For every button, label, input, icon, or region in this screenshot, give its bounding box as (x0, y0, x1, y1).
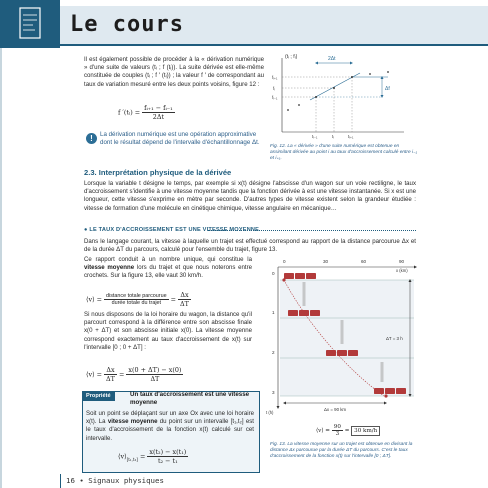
para2-b: lors du trajet et que nous noterons entre crochets. Sur la figure 13, elle vaut 30 km/h. (84, 264, 252, 280)
fig13-caption: Fig. 13. La vitesse moyenne sur un trajet est obtenue en divisant la distance Δx parcourue par la durée ΔT du parcours. C'est le taux d'accroissement de la fonction x(t) sur l'intervalle [0 ; ΔT]. (270, 442, 413, 459)
fig13-wagon-t0 (284, 273, 316, 279)
fig12-xtick: tᵢ (332, 134, 334, 139)
formula-mean-speed-interval (86, 366, 183, 383)
page-title: Le cours (70, 12, 184, 37)
para2-a: Ce rapport conduit à un nombre unique, qui constitue la (84, 256, 252, 263)
formula2-eq: = (170, 295, 176, 304)
fig12-point (369, 73, 371, 75)
fig12-y-label: (tᵢ ; fᵢ) (285, 54, 298, 60)
formula1-numerator: fᵢ₊₁ − fᵢ₋₁ (144, 104, 173, 112)
property-formula-eq: = (139, 452, 146, 461)
fig13-result-num: 90 (333, 424, 341, 430)
formula2-numerator: distance totale parcourue (106, 293, 167, 299)
para2-bold: vitesse moyenne (84, 264, 135, 272)
property-text-a: Soit un point se déplaçant sur un axe Ox avec une loi horaire x(t). La (86, 410, 254, 426)
property-formula-denominator: t₂ − t₁ (157, 457, 178, 465)
fig12-point (333, 87, 335, 89)
intro-paragraph: Il est également possible de procéder à la « dérivation numérique » d'une suite de valeurs (tᵢ ; f (tᵢ)). La suite dérivée est elle-même constituée de couples (tᵢ ; f ′ (tᵢ)) ; la valeur f ′ de correspondant au taux de variation mesuré entre les deux points voisins, figure 12 : (84, 56, 264, 88)
subsection-rule (208, 230, 416, 231)
fig13-result-den: 3 (335, 431, 340, 437)
formula1-fraction (142, 104, 175, 121)
header-title-bar (60, 6, 488, 46)
fig12-2dt-label: 2Δt (328, 56, 336, 62)
fig12-xtick: tᵢ₋₁ (312, 134, 318, 139)
formula2-lhs: ⟨v⟩ = (86, 295, 102, 304)
note-text: La dérivation numérique est une opération approximative dont le résultat dépend de l'intervalle d'échantillonnage Δt. (100, 131, 260, 147)
property-text (86, 410, 254, 443)
formula3-fraction (104, 366, 117, 383)
section-paragraph: Lorsque la variable t désigne le temps, par exemple si x(t) désigne l'abscisse d'un wagon sur un voie rectiligne, le taux d'accroissement s'identifie à une vitesse moyenne tandis que la fonction dérivée à est une vitesse instantanée. Si x est une longueur, cette vitesse s'exprime en mètre par seconde. D'autres types de vitesse existent selon la grandeur étudiée : vitesse de formation d'une molécule en cinétique chimique, vitesse angulaire en mécanique… (84, 180, 416, 212)
subsection-paragraph-1: Dans le langage courant, la vitesse à laquelle un trajet est effectué correspond au rapport de la distance parcourue Δx et de la durée ΔT du parcours, calculé pour l'ensemble du trajet, figure 13. (84, 238, 416, 254)
formula2-numerator-2: Δx (178, 291, 191, 300)
formula3-eq: = (118, 370, 125, 379)
fig13-result-value: 30 km/h (351, 426, 380, 436)
fig13-x-unit: x (km) (396, 268, 408, 273)
info-icon: ! (86, 133, 97, 144)
header-logo (0, 0, 60, 48)
fig13-wagon-t1 (288, 310, 320, 316)
fig13-result-lhs: ⟨v⟩ = (316, 428, 330, 434)
fig13-delta-x-label: Δx = 90 km (324, 407, 347, 412)
fig13-t-unit: t (h) (266, 410, 274, 415)
footer-page-label: 16 • Signaux physiques (66, 476, 164, 485)
formula2-fraction (104, 293, 169, 306)
fig13-xtick: 30 (323, 259, 329, 264)
fig13-xtick: 60 (361, 259, 367, 264)
formula-numeric-derivative (118, 104, 175, 121)
fig13-wagon-t2 (326, 350, 358, 356)
fig12-point (351, 76, 353, 78)
fig13-result-fraction (332, 424, 343, 437)
chapter-icon (18, 6, 42, 40)
fig12-point (387, 71, 389, 73)
formula3-fraction-2 (126, 366, 183, 383)
formula-mean-speed (86, 291, 191, 308)
formula2-denominator-2: ΔT (180, 300, 189, 308)
fig13-result: ⟨v⟩ = $\frac{90}{3}$ = 30 km/h (316, 424, 380, 437)
property-formula-fraction (147, 448, 188, 465)
formula3-denominator: ΔT (106, 375, 115, 383)
property-title: Un taux d'accroissement est une vitesse moyenne (130, 391, 250, 406)
subsection-paragraph-3: Si nous disposons de la loi horaire du wagon, la distance qu'il parcourt correspond à la différence entre son abscisse finale x(0 + ΔT) et son abscisse initiale x(0). La vitesse moyenne correspond exactement au taux d'accroissement de x(t) sur l'intervalle [0 ; 0 + ΔT] : (84, 311, 252, 351)
formula1-denominator: 2Δt (152, 113, 165, 121)
formula3-numerator-2: x(0 + ΔT) − x(0) (128, 366, 182, 374)
left-rail (0, 48, 2, 488)
formula3-numerator: Δx (104, 366, 117, 375)
fig13-wagon-t3 (374, 388, 406, 394)
fig13-xtick: 0 (283, 259, 286, 264)
fig13-ttick: 1 (272, 310, 275, 315)
formula1-lhs: f ′(tᵢ) = (118, 108, 141, 117)
fig12-point (315, 96, 317, 98)
fig12-ytick: fᵢ₊₁ (272, 75, 278, 80)
subsection-bullet: ● (84, 227, 90, 233)
fig13-start-marker (282, 278, 285, 281)
fig13-xtick: 90 (399, 259, 405, 264)
subsection-title-text: LE TAUX D'ACCROISSEMENT EST UNE VITESSE MOYENNE (89, 227, 260, 233)
fig13-ttick: 3 (272, 390, 275, 395)
fig13-ttick: 0 (272, 271, 275, 276)
fig12-delta-f-label: Δf (385, 86, 390, 92)
figure-13 (264, 258, 422, 424)
property-text-bold: vitesse moyenne (107, 418, 158, 426)
property-formula-numerator: x(t₂) − x(t₁) (149, 448, 187, 456)
property-formula-lhs: ⟨v⟩ (118, 452, 127, 461)
section-title: 2.3. Interprétation physique de la dérivée (84, 168, 232, 177)
fig12-xtick: tᵢ₊₁ (348, 134, 354, 139)
fig13-delta-t-label: ΔT = 3 h (386, 336, 403, 341)
subsection-paragraph-2 (84, 256, 252, 281)
property-formula (118, 448, 188, 465)
fig13-ttick: 2 (272, 350, 275, 355)
formula3-denominator-2: ΔT (150, 375, 160, 383)
footer (0, 474, 488, 488)
fig12-ytick: fᵢ₋₁ (272, 95, 278, 100)
property-formula-sub: [t₁,t₂] (126, 456, 138, 462)
formula2-fraction-2 (178, 291, 191, 308)
fig12-point (298, 104, 300, 106)
formula2-denominator: durée totale du trajet (111, 300, 162, 306)
property-tag: Propriété (82, 391, 115, 401)
fig12-point (287, 109, 289, 111)
figure-12 (270, 50, 408, 142)
fig12-caption: Fig. 12. La « dérivée » d'une suite numérique est obtenue en assimilant dérivée au point i au taux d'accroissement calculé entre i₋₁ et i₊₁. (270, 144, 418, 161)
property-text-b: du point sur un intervalle [t₁,t₂] est le taux d'accroissement de la fonction x(t) calculé sur cet intervalle. (86, 418, 254, 442)
fig12-ytick: fᵢ (273, 86, 275, 91)
fig13-end-marker (384, 394, 387, 397)
formula3-lhs: ⟨v⟩ = (86, 370, 102, 379)
